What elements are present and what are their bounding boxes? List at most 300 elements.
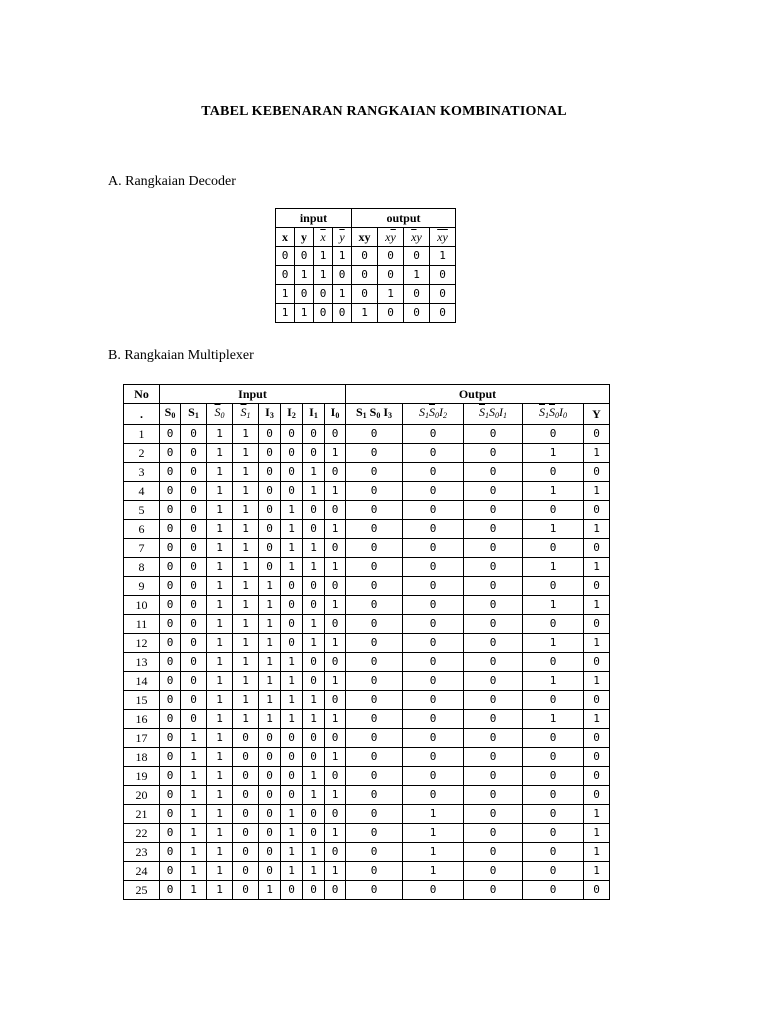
- table-cell: 1: [352, 304, 378, 323]
- table-cell: 0: [160, 425, 181, 444]
- table-cell: 1: [233, 691, 259, 710]
- table-cell: 0: [314, 285, 333, 304]
- table-cell: 0: [233, 862, 259, 881]
- table-cell: 1: [295, 304, 314, 323]
- table-cell: 0: [233, 881, 259, 900]
- table-cell: 1: [207, 767, 233, 786]
- decoder-row: [276, 247, 456, 266]
- table-cell: 1: [403, 824, 464, 843]
- table-cell: 1: [233, 463, 259, 482]
- table-cell: 0: [181, 634, 207, 653]
- table-cell: 8: [124, 558, 160, 577]
- table-cell: 0: [346, 824, 403, 843]
- table-cell: 0: [403, 710, 464, 729]
- table-cell: 0: [303, 596, 325, 615]
- table-cell: 0: [233, 767, 259, 786]
- table-cell: 1: [325, 444, 346, 463]
- table-cell: 0: [464, 786, 523, 805]
- table-cell: 0: [403, 881, 464, 900]
- table-cell: 0: [303, 501, 325, 520]
- table-cell: 0: [281, 767, 303, 786]
- table-cell: 4: [124, 482, 160, 501]
- table-cell: 0: [523, 881, 584, 900]
- decoder-truth-table: [275, 208, 456, 323]
- table-cell: 1: [233, 558, 259, 577]
- table-cell: 0: [523, 786, 584, 805]
- table-cell: 0: [346, 501, 403, 520]
- table-cell: 0: [281, 425, 303, 444]
- multiplexer-table-body: [124, 425, 610, 900]
- mux-col-s0: $S_0$: [160, 404, 181, 425]
- mux-col-s1: $S_1$: [181, 404, 207, 425]
- table-cell: 10: [124, 596, 160, 615]
- table-cell: 0: [281, 444, 303, 463]
- table-cell: 1: [207, 425, 233, 444]
- table-cell: 0: [233, 729, 259, 748]
- table-cell: 0: [523, 539, 584, 558]
- table-cell: 1: [207, 843, 233, 862]
- decoder-row: [276, 285, 456, 304]
- table-cell: 0: [464, 520, 523, 539]
- table-cell: 1: [584, 824, 610, 843]
- decoder-col-y: y: [295, 228, 314, 247]
- table-cell: 0: [584, 881, 610, 900]
- table-cell: 1: [404, 266, 430, 285]
- table-cell: 0: [352, 285, 378, 304]
- table-cell: 0: [464, 596, 523, 615]
- mux-output-group-header: Output: [346, 385, 610, 404]
- table-cell: 0: [314, 304, 333, 323]
- table-cell: 1: [207, 634, 233, 653]
- mux-col-i1: $I_1$: [303, 404, 325, 425]
- multiplexer-row: [124, 824, 610, 843]
- table-cell: 0: [276, 266, 295, 285]
- table-cell: 0: [464, 539, 523, 558]
- table-cell: 1: [430, 247, 456, 266]
- multiplexer-row: [124, 786, 610, 805]
- table-cell: 0: [404, 247, 430, 266]
- table-cell: 1: [303, 615, 325, 634]
- table-cell: 1: [207, 729, 233, 748]
- table-cell: 1: [233, 482, 259, 501]
- decoder-row: [276, 304, 456, 323]
- decoder-table-body: [276, 247, 456, 323]
- decoder-col-xbar-y-label: $\overline{x}y$: [411, 230, 422, 244]
- multiplexer-row: [124, 501, 610, 520]
- table-cell: 0: [584, 577, 610, 596]
- table-cell: 0: [584, 463, 610, 482]
- table-cell: 1: [207, 748, 233, 767]
- table-cell: 0: [403, 482, 464, 501]
- table-cell: 0: [584, 786, 610, 805]
- table-cell: 0: [346, 691, 403, 710]
- table-cell: 0: [346, 615, 403, 634]
- table-cell: 0: [325, 501, 346, 520]
- table-cell: 0: [523, 862, 584, 881]
- table-cell: 1: [281, 843, 303, 862]
- table-cell: 0: [160, 596, 181, 615]
- table-cell: 0: [160, 653, 181, 672]
- table-cell: 1: [233, 672, 259, 691]
- multiplexer-row: [124, 520, 610, 539]
- table-cell: 0: [160, 463, 181, 482]
- table-cell: 3: [124, 463, 160, 482]
- table-cell: 0: [259, 501, 281, 520]
- table-cell: 1: [207, 862, 233, 881]
- table-cell: 0: [325, 463, 346, 482]
- table-cell: 0: [464, 672, 523, 691]
- table-cell: 1: [233, 444, 259, 463]
- table-cell: 0: [303, 425, 325, 444]
- table-cell: 0: [160, 482, 181, 501]
- table-cell: 1: [259, 881, 281, 900]
- decoder-input-group-header: input: [276, 209, 352, 228]
- table-cell: 0: [523, 501, 584, 520]
- table-cell: 0: [233, 748, 259, 767]
- table-cell: 1: [403, 805, 464, 824]
- table-cell: 0: [303, 577, 325, 596]
- decoder-col-y-bar: [333, 228, 352, 247]
- table-cell: 1: [325, 520, 346, 539]
- table-cell: 1: [303, 710, 325, 729]
- table-cell: 1: [181, 729, 207, 748]
- table-cell: 1: [303, 539, 325, 558]
- table-cell: 1: [233, 615, 259, 634]
- table-cell: 1: [281, 710, 303, 729]
- mux-col-s1bar-s0bar-i0: $\overline{S}_1\overline{S}_0I_0$: [523, 404, 584, 425]
- mux-col-i3: $I_3$: [259, 404, 281, 425]
- table-cell: 0: [281, 463, 303, 482]
- table-cell: 0: [303, 653, 325, 672]
- decoder-col-x-bar-label: $\overline{x}$: [320, 230, 326, 244]
- table-cell: 1: [325, 862, 346, 881]
- table-cell: 2: [124, 444, 160, 463]
- table-cell: 0: [403, 596, 464, 615]
- table-cell: 0: [584, 539, 610, 558]
- table-cell: 0: [584, 691, 610, 710]
- table-cell: 1: [259, 596, 281, 615]
- table-cell: 0: [464, 501, 523, 520]
- table-cell: 0: [259, 786, 281, 805]
- table-cell: 1: [233, 520, 259, 539]
- table-cell: 0: [523, 805, 584, 824]
- table-cell: 1: [584, 843, 610, 862]
- table-cell: 0: [584, 501, 610, 520]
- table-cell: 0: [464, 691, 523, 710]
- table-cell: 1: [325, 596, 346, 615]
- table-cell: 1: [207, 444, 233, 463]
- table-cell: 0: [325, 615, 346, 634]
- table-cell: 1: [181, 824, 207, 843]
- table-cell: 0: [259, 862, 281, 881]
- multiplexer-row: [124, 444, 610, 463]
- multiplexer-row: [124, 767, 610, 786]
- table-cell: 1: [403, 843, 464, 862]
- decoder-col-xbar-ybar: [430, 228, 456, 247]
- mux-col-no-dot: .: [124, 404, 160, 425]
- table-cell: 1: [333, 285, 352, 304]
- table-cell: 1: [403, 862, 464, 881]
- decoder-row: [276, 266, 456, 285]
- table-cell: 1: [233, 653, 259, 672]
- table-cell: 0: [160, 843, 181, 862]
- table-cell: 1: [233, 539, 259, 558]
- table-cell: 0: [523, 748, 584, 767]
- multiplexer-heading: B. Rangkaian Multiplexer: [108, 348, 254, 363]
- table-cell: 0: [464, 729, 523, 748]
- table-cell: 0: [233, 786, 259, 805]
- table-cell: 1: [303, 767, 325, 786]
- table-cell: 1: [584, 520, 610, 539]
- multiplexer-row: [124, 843, 610, 862]
- mux-col-i2: $I_2$: [281, 404, 303, 425]
- table-cell: 0: [403, 463, 464, 482]
- table-cell: 0: [403, 444, 464, 463]
- table-cell: 1: [207, 881, 233, 900]
- table-cell: 0: [259, 558, 281, 577]
- decoder-col-xbar-y: [404, 228, 430, 247]
- multiplexer-row: [124, 539, 610, 558]
- table-cell: 0: [325, 767, 346, 786]
- table-cell: 1: [207, 501, 233, 520]
- table-cell: 1: [314, 247, 333, 266]
- table-cell: 13: [124, 653, 160, 672]
- decoder-col-x-ybar-label: $x\overline{y}$: [385, 230, 396, 244]
- decoder-heading: A. Rangkaian Decoder: [108, 174, 236, 189]
- table-cell: 1: [207, 539, 233, 558]
- table-cell: 0: [233, 805, 259, 824]
- table-cell: 0: [295, 285, 314, 304]
- table-cell: 1: [207, 710, 233, 729]
- table-cell: 0: [403, 653, 464, 672]
- table-cell: 1: [233, 425, 259, 444]
- table-cell: 7: [124, 539, 160, 558]
- decoder-output-group-header: output: [352, 209, 456, 228]
- table-cell: 0: [403, 615, 464, 634]
- table-cell: 1: [303, 634, 325, 653]
- table-cell: 0: [181, 710, 207, 729]
- multiplexer-row: [124, 748, 610, 767]
- mux-input-group-header: Input: [160, 385, 346, 404]
- table-cell: 0: [464, 558, 523, 577]
- table-cell: 1: [281, 539, 303, 558]
- table-cell: 0: [259, 767, 281, 786]
- table-cell: 1: [303, 558, 325, 577]
- mux-col-no: No: [124, 385, 160, 404]
- table-cell: 1: [181, 767, 207, 786]
- table-cell: 1: [207, 691, 233, 710]
- table-cell: 1: [523, 596, 584, 615]
- table-cell: 0: [160, 539, 181, 558]
- table-cell: 1: [325, 558, 346, 577]
- table-cell: 0: [523, 843, 584, 862]
- table-cell: 11: [124, 615, 160, 634]
- table-cell: 1: [584, 672, 610, 691]
- table-cell: 0: [303, 520, 325, 539]
- table-cell: 0: [403, 425, 464, 444]
- table-cell: 1: [233, 710, 259, 729]
- table-cell: 1: [181, 786, 207, 805]
- table-cell: 0: [523, 463, 584, 482]
- table-cell: 0: [281, 482, 303, 501]
- decoder-col-x-bar: [314, 228, 333, 247]
- table-cell: 0: [281, 577, 303, 596]
- table-cell: 0: [346, 767, 403, 786]
- table-cell: 1: [303, 463, 325, 482]
- table-cell: 0: [181, 691, 207, 710]
- table-cell: 0: [281, 881, 303, 900]
- table-cell: 0: [160, 672, 181, 691]
- table-cell: 0: [346, 653, 403, 672]
- table-cell: 0: [404, 304, 430, 323]
- table-cell: 0: [233, 824, 259, 843]
- table-cell: 1: [281, 558, 303, 577]
- table-cell: 9: [124, 577, 160, 596]
- table-cell: 0: [181, 615, 207, 634]
- table-cell: 1: [207, 520, 233, 539]
- table-cell: 0: [464, 710, 523, 729]
- table-cell: 0: [523, 767, 584, 786]
- table-cell: 1: [303, 843, 325, 862]
- table-cell: 0: [523, 824, 584, 843]
- table-cell: 0: [464, 463, 523, 482]
- mux-col-s1s0i3: $S_1$ $S_0$ $I_3$: [346, 404, 403, 425]
- table-cell: 0: [346, 805, 403, 824]
- table-cell: 0: [403, 634, 464, 653]
- multiplexer-row: [124, 634, 610, 653]
- table-cell: 0: [259, 843, 281, 862]
- table-cell: 0: [346, 482, 403, 501]
- multiplexer-row: [124, 463, 610, 482]
- table-cell: 0: [346, 558, 403, 577]
- table-cell: 0: [295, 247, 314, 266]
- table-cell: 1: [523, 672, 584, 691]
- table-cell: 1: [181, 881, 207, 900]
- table-cell: 1: [233, 501, 259, 520]
- table-cell: 1: [584, 482, 610, 501]
- table-cell: 0: [160, 805, 181, 824]
- table-cell: 0: [346, 425, 403, 444]
- table-cell: 1: [303, 786, 325, 805]
- table-cell: 0: [160, 444, 181, 463]
- table-cell: 0: [378, 304, 404, 323]
- mux-col-y: Y: [584, 404, 610, 425]
- table-cell: 0: [352, 247, 378, 266]
- table-cell: 0: [259, 748, 281, 767]
- table-cell: 1: [259, 634, 281, 653]
- table-cell: 1: [207, 653, 233, 672]
- table-cell: 6: [124, 520, 160, 539]
- decoder-col-xbar-ybar-label: $\overline{x}\overline{y}$: [437, 230, 448, 244]
- table-cell: 1: [259, 615, 281, 634]
- table-cell: 0: [259, 824, 281, 843]
- table-cell: 0: [430, 304, 456, 323]
- table-cell: 0: [325, 843, 346, 862]
- table-cell: 1: [295, 266, 314, 285]
- table-cell: 0: [404, 285, 430, 304]
- table-cell: 0: [160, 501, 181, 520]
- table-cell: 0: [464, 767, 523, 786]
- table-cell: 1: [314, 266, 333, 285]
- table-cell: 0: [281, 615, 303, 634]
- table-cell: 0: [325, 691, 346, 710]
- table-cell: 1: [281, 501, 303, 520]
- table-cell: 0: [160, 691, 181, 710]
- table-cell: 0: [403, 786, 464, 805]
- multiplexer-row: [124, 881, 610, 900]
- table-cell: 0: [259, 539, 281, 558]
- table-cell: 0: [403, 767, 464, 786]
- table-cell: 0: [303, 881, 325, 900]
- table-cell: 1: [325, 482, 346, 501]
- table-cell: 0: [181, 425, 207, 444]
- table-cell: 1: [276, 304, 295, 323]
- table-cell: 1: [378, 285, 404, 304]
- table-cell: 0: [325, 425, 346, 444]
- table-cell: 1: [325, 748, 346, 767]
- multiplexer-truth-table: [123, 384, 610, 900]
- table-cell: 0: [160, 824, 181, 843]
- table-cell: 1: [207, 672, 233, 691]
- table-cell: 22: [124, 824, 160, 843]
- table-cell: 0: [259, 520, 281, 539]
- table-cell: 0: [160, 786, 181, 805]
- table-cell: 0: [160, 881, 181, 900]
- table-cell: 0: [160, 862, 181, 881]
- table-cell: 0: [378, 266, 404, 285]
- table-cell: 0: [464, 482, 523, 501]
- table-cell: 0: [464, 862, 523, 881]
- table-cell: 0: [259, 482, 281, 501]
- table-cell: 0: [303, 748, 325, 767]
- table-cell: 0: [281, 596, 303, 615]
- table-cell: 1: [325, 672, 346, 691]
- table-cell: 1: [281, 805, 303, 824]
- table-cell: 21: [124, 805, 160, 824]
- table-cell: 0: [303, 729, 325, 748]
- table-cell: 1: [207, 824, 233, 843]
- table-cell: 0: [303, 824, 325, 843]
- table-cell: 0: [325, 577, 346, 596]
- table-cell: 0: [403, 558, 464, 577]
- table-cell: 0: [160, 729, 181, 748]
- table-cell: 1: [333, 247, 352, 266]
- multiplexer-row: [124, 653, 610, 672]
- table-cell: 0: [584, 425, 610, 444]
- multiplexer-row: [124, 425, 610, 444]
- table-cell: 1: [207, 463, 233, 482]
- mux-col-i0: $I_0$: [325, 404, 346, 425]
- table-cell: 1: [207, 615, 233, 634]
- table-cell: 0: [430, 266, 456, 285]
- table-cell: 0: [430, 285, 456, 304]
- table-cell: 1: [325, 824, 346, 843]
- table-cell: 1: [207, 482, 233, 501]
- table-cell: 0: [523, 729, 584, 748]
- multiplexer-row: [124, 482, 610, 501]
- table-cell: 0: [584, 653, 610, 672]
- mux-col-s1-s0bar-i2: $S_1\overline{S}_0I_2$: [403, 404, 464, 425]
- table-cell: 0: [181, 653, 207, 672]
- multiplexer-row: [124, 691, 610, 710]
- table-cell: 0: [181, 520, 207, 539]
- table-cell: 1: [259, 710, 281, 729]
- table-cell: 1: [181, 805, 207, 824]
- table-cell: 0: [346, 444, 403, 463]
- table-cell: 0: [281, 729, 303, 748]
- table-cell: 0: [333, 304, 352, 323]
- table-cell: 1: [325, 710, 346, 729]
